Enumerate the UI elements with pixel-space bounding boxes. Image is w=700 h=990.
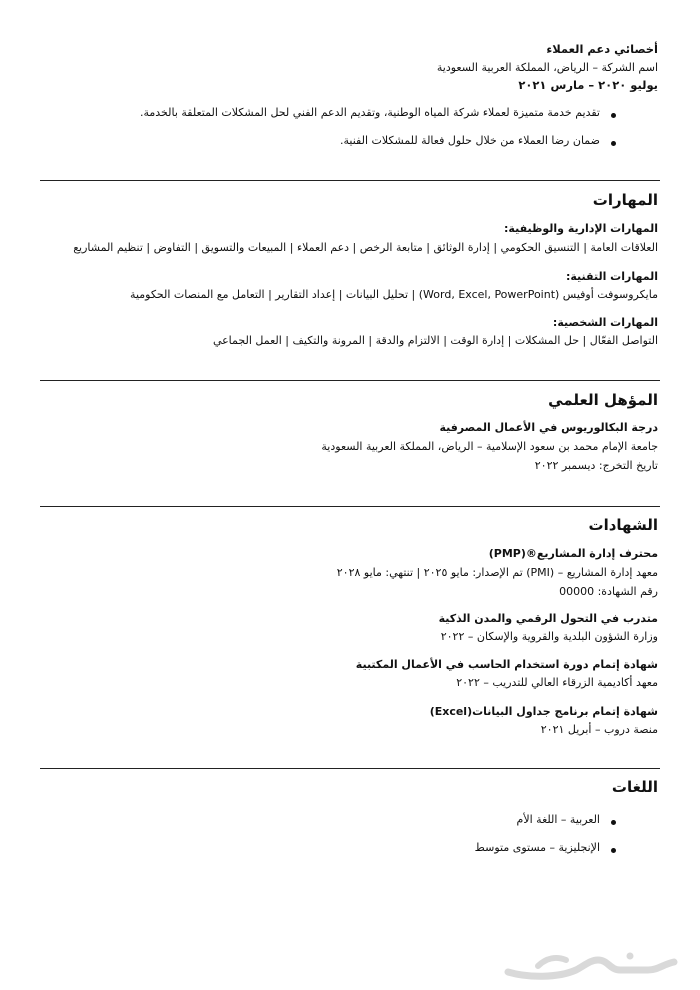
haraj-watermark-logo [498,944,688,984]
job-period: يوليو ٢٠٢٠ – مارس ٢٠٢١ [518,78,658,92]
personal-skills-list: التواصل الفعّال | حل المشكلات | إدارة الوقت | الالتزام والدقة | المرونة والتكيف | العمل الجماعي [212,334,658,347]
graduation-date: تاريخ التخرج: ديسمبر ٢٠٢٢ [534,459,658,472]
bullet-icon [611,848,616,853]
tech-skills-label: المهارات التقنية: [565,270,658,283]
experience-bullet: ضمان رضا العملاء من خلال حلول فعالة للمشكلات الفنية. [340,134,600,147]
degree-title: درجة البكالوريوس في الأعمال المصرفية [439,421,658,434]
university-name: جامعة الإمام محمد بن سعود الإسلامية – الرياض، المملكة العربية السعودية [321,440,658,453]
tech-skills-list: مايكروسوفت أوفيس (Word, Excel, PowerPoint) | تحليل البيانات | إعداد التقارير | التعامل مع المنصات الحكومية [130,288,658,301]
experience-bullet: تقديم خدمة متميزة لعملاء شركة المياه الوطنية، وتقديم الدعم الفني لحل المشكلات المتعلقة بالخدمة. [139,106,600,119]
certificate-title: شهادة إتمام دورة استخدام الحاسب في الأعمال المكتبية [355,658,658,671]
company-location: اسم الشركة – الرياض، المملكة العربية السعودية [436,61,658,74]
certificates-heading: الشهادات [588,516,658,534]
admin-skills-list: العلاقات العامة | التنسيق الحكومي | إدارة الوثائق | متابعة الرخص | دعم العملاء | المبيعات والتسويق | التفاوض | تنظيم المشاريع [73,241,658,254]
language-item: العربية – اللغة الأم [516,813,600,826]
education-heading: المؤهل العلمي [548,391,658,409]
bullet-icon [611,820,616,825]
certificate-issuer: معهد أكاديمية الزرقاء العالي للتدريب – ٢٠٢٢ [456,676,658,689]
certificate-issuer: منصة دروب – أبريل ٢٠٢١ [540,723,658,736]
certificate-title: محترف إدارة المشاريع®(PMP) [488,547,658,560]
section-divider [40,768,660,769]
language-item: الإنجليزية – مستوى متوسط [474,841,600,854]
certificate-number: رقم الشهادة: 00000 [559,585,658,598]
skills-heading: المهارات [592,191,658,209]
section-divider [40,380,660,381]
certificate-issuer: معهد إدارة المشاريع – (PMI) تم الإصدار: مايو ٢٠٢٥ | تنتهي: مايو ٢٠٢٨ [336,566,658,579]
languages-heading: اللغات [611,778,658,796]
bullet-icon [611,113,616,118]
personal-skills-label: المهارات الشخصية: [552,316,658,329]
certificate-issuer: وزارة الشؤون البلدية والقروية والإسكان – ٢٠٢٢ [440,630,658,643]
bullet-icon [611,141,616,146]
admin-skills-label: المهارات الإدارية والوظيفية: [504,222,658,235]
job-title: أخصائي دعم العملاء [546,42,658,56]
certificate-title: متدرب في التحول الرقمي والمدن الذكية [438,612,658,625]
section-divider [40,506,660,507]
certificate-title: شهادة إتمام برنامج جداول البيانات(Excel) [429,705,658,718]
section-divider [40,180,660,181]
